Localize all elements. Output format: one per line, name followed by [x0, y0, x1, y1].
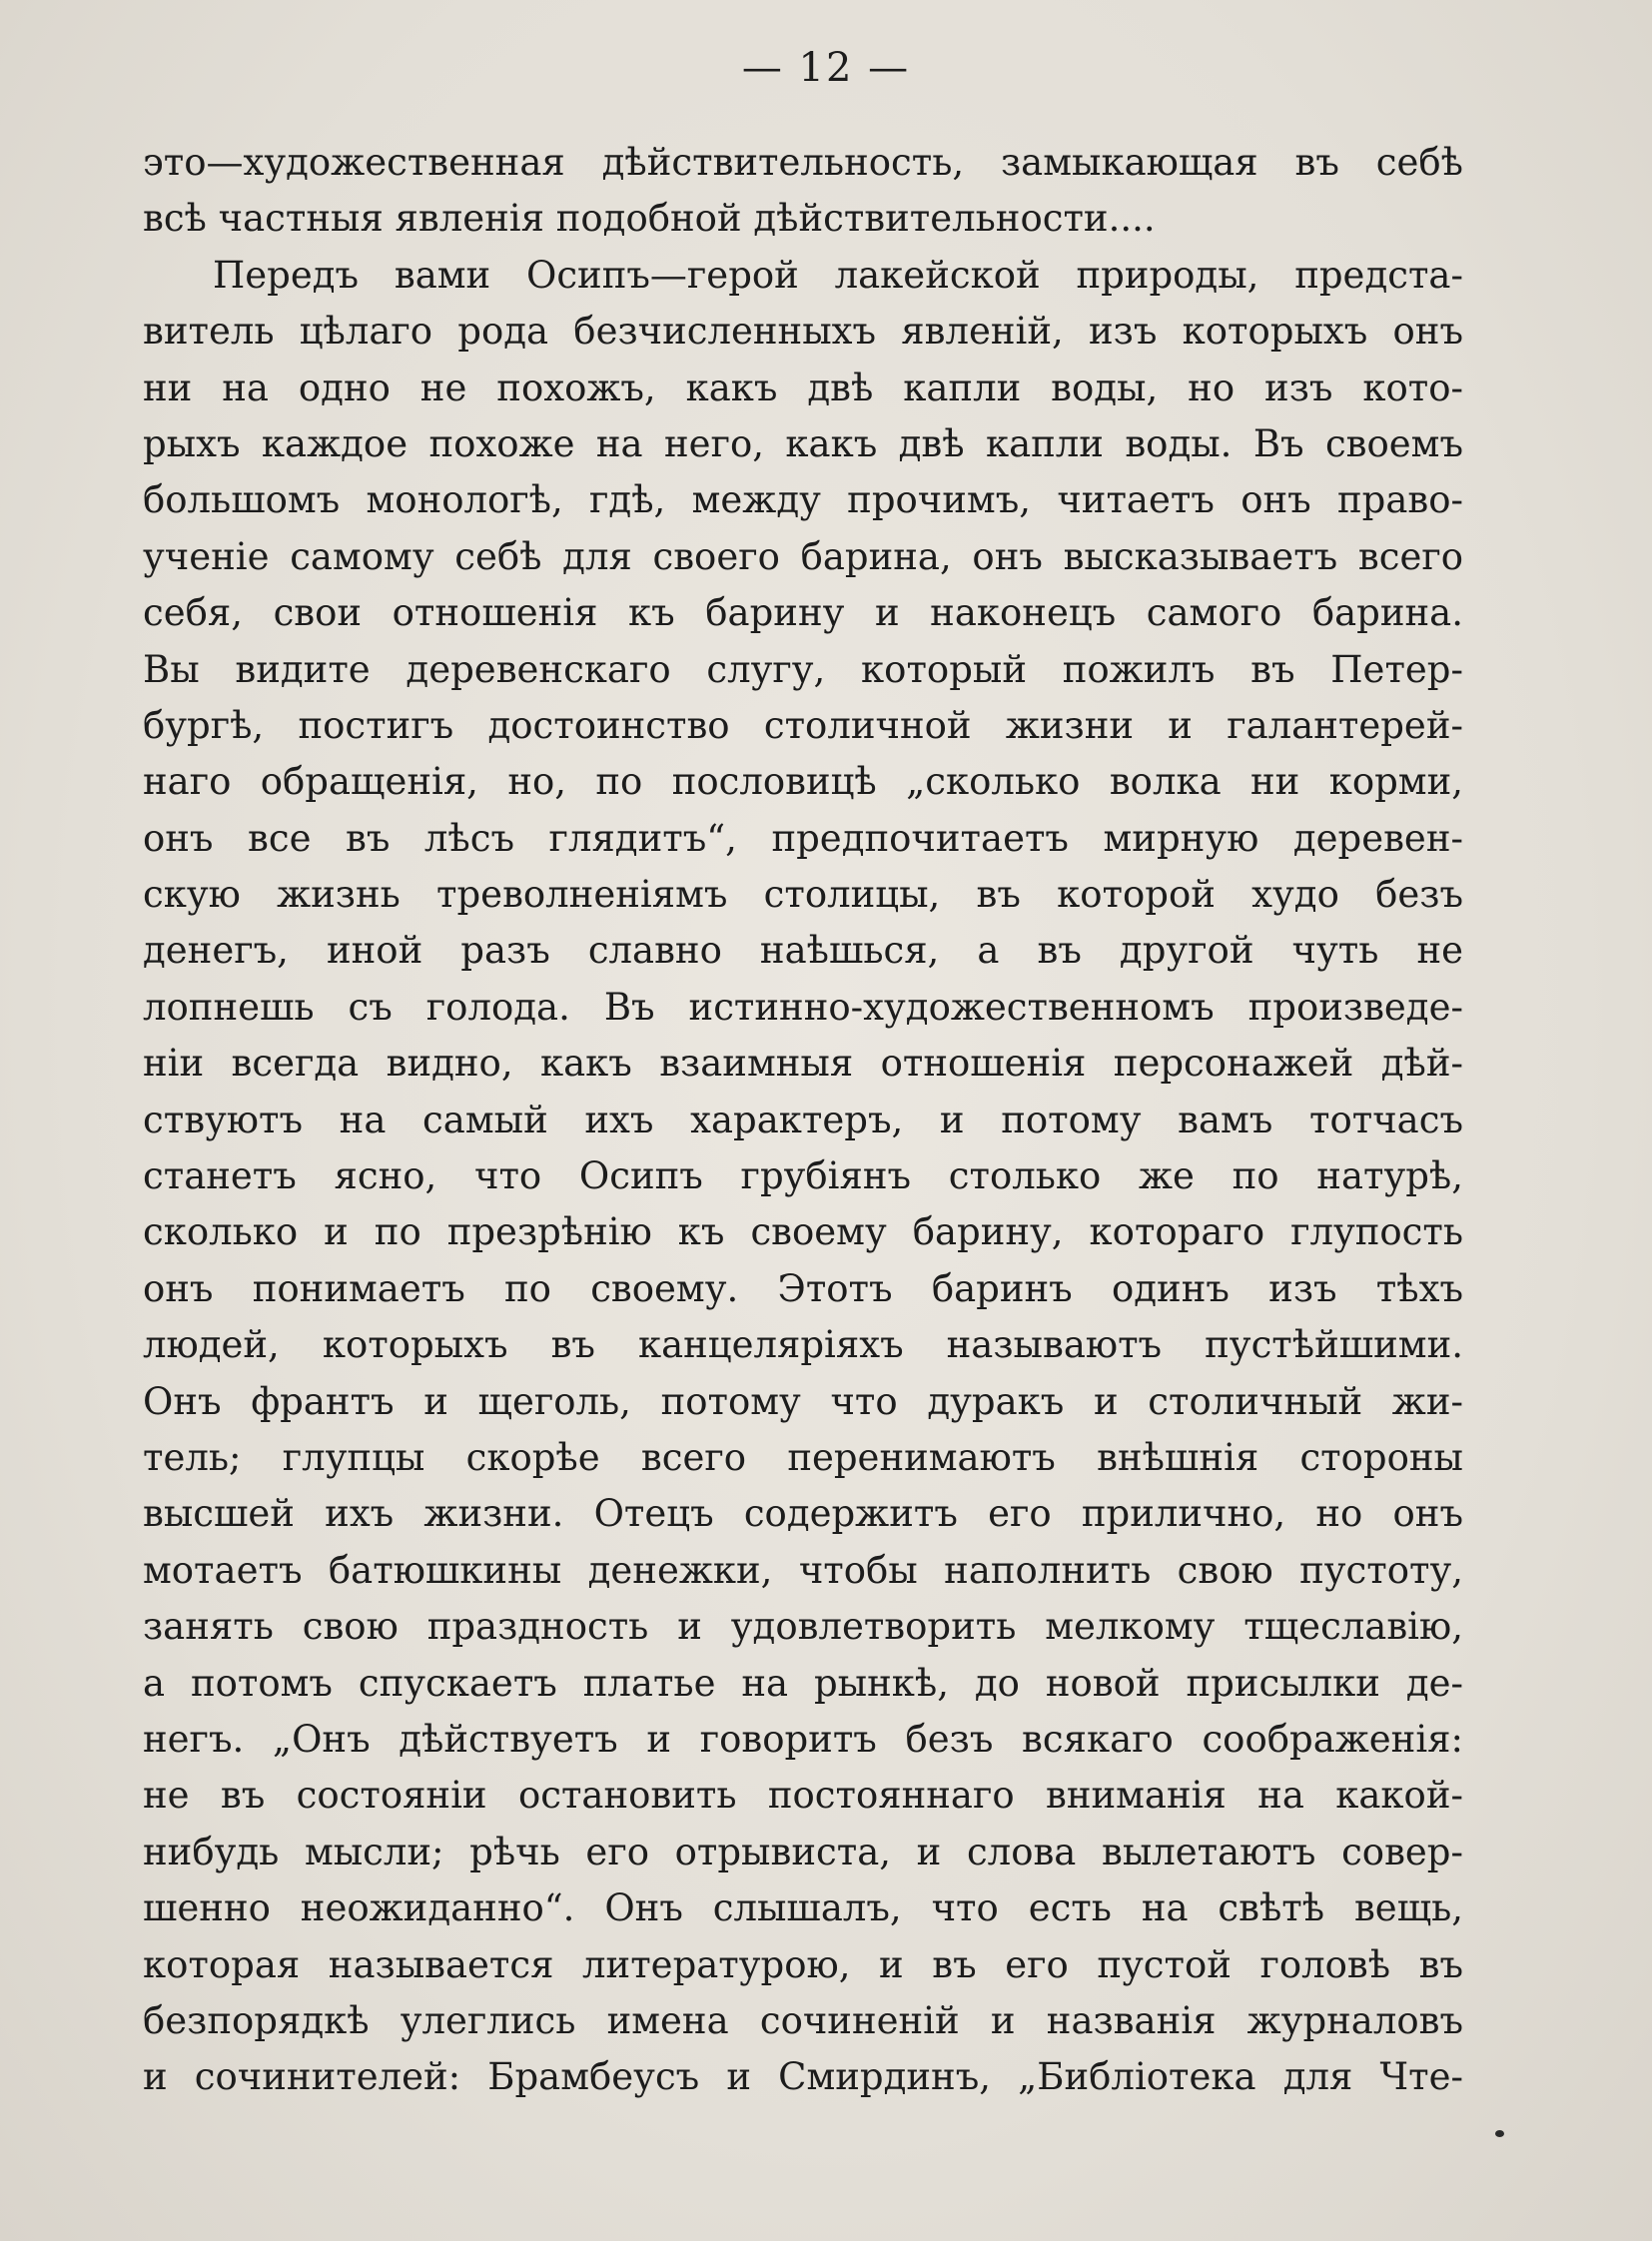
text-line: онъ понимаетъ по своему. Этотъ баринъ одинъ изъ тѣхъ — [143, 1266, 1463, 1310]
text-line: бургѣ, постигъ достоинство столичной жизни и галантерей- — [143, 703, 1463, 747]
text-line: людей, которыхъ въ канцеляріяхъ называютъ пустѣйшими. — [143, 1323, 1463, 1367]
text-line: наго обращенія, но, по пословицѣ „сколько волка ни корми, — [143, 760, 1463, 804]
text-line: ніи всегда видно, какъ взаимныя отношенія персонажей дѣй- — [143, 1042, 1463, 1086]
ink-speck — [1495, 2130, 1504, 2137]
text-line: станетъ ясно, что Осипъ грубіянъ столько же по натурѣ, — [143, 1154, 1463, 1198]
text-line: онъ все въ лѣсъ глядитъ“, предпочитаетъ мирную деревен- — [143, 816, 1463, 860]
text-line: рыхъ каждое похоже на него, какъ двѣ капли воды. Въ своемъ — [143, 421, 1463, 465]
body-text — [143, 135, 1463, 2106]
text-line: это—художественная дѣйствительность, замыкающая въ себѣ — [143, 141, 1463, 184]
text-line: Передъ вами Осипъ—герой лакейской природы, предста- — [213, 253, 1463, 297]
text-line: занять свою праздность и удовлетворить мелкому тщеславію, — [143, 1605, 1463, 1649]
text-line: и сочинителей: Брамбеусъ и Смирдинъ, „Библіотека для Чте- — [143, 2055, 1463, 2099]
text-line: которая называется литературою, и въ его пустой головѣ въ — [143, 1942, 1463, 1986]
text-line: шенно неожиданно“. Онъ слышалъ, что есть на свѣтѣ вещь, — [143, 1886, 1463, 1930]
text-line: ствуютъ на самый ихъ характеръ, и потому вамъ тотчасъ — [143, 1098, 1463, 1141]
text-line: лопнешь съ голода. Въ истинно-художественномъ произведе- — [143, 985, 1463, 1029]
text-line: Онъ франтъ и щеголь, потому что дуракъ и столичный жи- — [143, 1379, 1463, 1423]
text-line: себя, свои отношенія къ барину и наконецъ самого барина. — [143, 591, 1463, 635]
text-line: сколько и по презрѣнію къ своему барину, котораго глупость — [143, 1210, 1463, 1254]
text-line: большомъ монологѣ, гдѣ, между прочимъ, читаетъ онъ право- — [143, 478, 1463, 522]
text-line: тель; глупцы скорѣе всего перенимаютъ внѣшнія стороны — [143, 1435, 1463, 1479]
text-line: витель цѣлаго рода безчисленныхъ явленій, изъ которыхъ онъ — [143, 310, 1463, 354]
text-line: скую жизнь треволненіямъ столицы, въ которой худо безъ — [143, 873, 1463, 917]
text-line: а потомъ спускаетъ платье на рынкѣ, до новой присылки де- — [143, 1661, 1463, 1705]
text-line: мотаетъ батюшкины денежки, чтобы наполнить свою пустоту, — [143, 1548, 1463, 1592]
text-line: нибудь мысли; рѣчь его отрывиста, и слова вылетаютъ совер- — [143, 1830, 1463, 1873]
text-line: безпорядкѣ улеглись имена сочиненій и названія журналовъ — [143, 1998, 1463, 2042]
page-number: — 12 — — [741, 45, 911, 91]
text-line: всѣ частныя явленія подобной дѣйствительности.... — [143, 197, 1156, 241]
text-line: ученіе самому себѣ для своего барина, онъ высказываетъ всего — [143, 534, 1463, 578]
text-line: ни на одно не похожъ, какъ двѣ капли воды, но изъ кото- — [143, 366, 1463, 409]
text-line: Вы видите деревенскаго слугу, который пожилъ въ Петер- — [143, 647, 1463, 691]
text-line: денегъ, иной разъ славно наѣшься, а въ другой чуть не — [143, 929, 1463, 973]
text-line: не въ состояніи остановить постояннаго вниманія на какой- — [143, 1774, 1463, 1818]
text-line: негъ. „Онъ дѣйствуетъ и говоритъ безъ всякаго соображенія: — [143, 1717, 1463, 1761]
text-line: высшей ихъ жизни. Отецъ содержитъ его прилично, но онъ — [143, 1492, 1463, 1536]
